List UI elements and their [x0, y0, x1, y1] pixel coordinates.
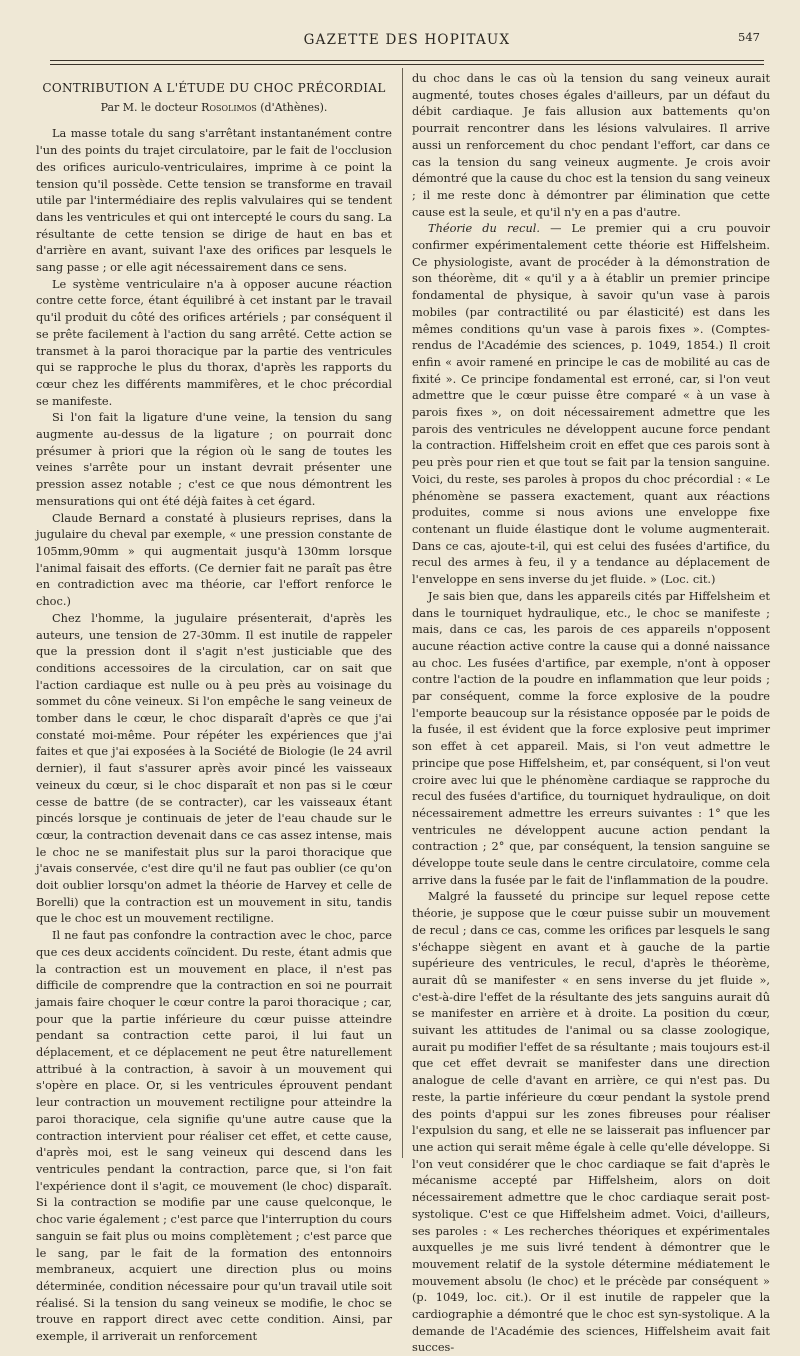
page-header [50, 30, 764, 54]
paragraph: Il ne faut pas confondre la contraction avec le choc, parce que ces deux accidents coïncident. Du reste, étant admis que la contraction est un mouvement en place, il n'est pas difficile de comprendre que la contraction en soi ne pourrait jamais faire choquer le cœur contre la paroi thoracique ; car, pour que la partie inférieure du cœur puisse atteindre pendant sa contraction cette paroi, il lui faut un déplacement, et ce déplacement ne peut être naturellement attribué à la contraction, à savoir à un mouvement qui s'opère en place. Or, si les ventricules éprouvent pendant leur contraction un mouvement rectiligne pour atteindre la paroi thoracique, cela signifie qu'une autre cause que la contraction intervient pour réaliser cet effet, et cette cause, d'après moi, est le sang veineux qui descend dans les ventricules pendant la contraction, parce que, si l'on fait l'expérience dont il s'agit, ce mouvement (le choc) disparaît. Si la contraction se modifie par une cause quelconque, le choc varie également ; c'est parce que l'interruption du cours sanguin se fait plus ou moins complètement ; c'est parce que le sang, par le fait de la formation des entonnoirs membraneux, acquiert une direction plus ou moins déterminée, condition nécessaire pour qu'un travail utile soit réalisé. Si la tension du sang veineux se modifie, le choc se trouve en rapport direct avec cette condition. Ainsi, par exemple, il arriverait un renforcement [36, 928, 392, 1344]
paragraph: Je sais bien que, dans les appareils cités par Hiffelsheim et dans le tourniquet hydraulique, etc., le choc se manifeste ; mais, dans ce cas, les parois de ces appareils n'opposent aucune réaction active contre la cause qui a donné naissance au choc. Les fusées d'artifice, par exemple, n'ont à opposer contre l'action de la poudre en inflammation que leur poids ; par conséquent, comme la force explosive de la poudre l'emporte beaucoup sur la résistance opposée par le poids de la fusée, il est évident que la force explosive peut imprimer son effet à cet appareil. Mais, si l'on veut admettre le principe que pose Hiffelsheim, et, par conséquent, si l'on veut croire avec lui que le phénomène cardiaque se rapproche du recul des fusées d'artifice, du tourniquet hydraulique, on doit nécessairement admettre les erreurs suivantes : 1° que les ventricules ne développent aucune action pendant la contraction ; 2° que, par conséquent, la tension sanguine se développe toute seule dans le centre circulatoire, comme cela arrive dans la fusée par le fait de l'inflammation de la poudre. [412, 588, 770, 887]
author-name: Rosolimos [201, 100, 257, 114]
paragraph: Chez l'homme, la jugulaire présenterait, d'après les auteurs, une tension de 27-30mm. Il est inutile de rappeler que la pression dont il s'agit n'est justiciable que des conditions accessoires de la circulation, car on sait que l'action cardiaque est nulle ou à peu près au voisinage du sommet du cône veineux. Si l'on empêche le sang veineux de tomber dans le cœur, le choc disparaît d'après ce que j'ai constaté moi-même. Pour répéter les expériences que j'ai faites et que j'ai exposées à la Société de Biologie (le 24 avril dernier), il faut s'assurer après avoir pincé les vaisseaux veineux du cœur, si le choc disparaît et non pas si le cœur cesse de battre (de se contracter), car les vaisseaux étant pincés lorsque je continuais de jeter de l'eau chaude sur le cœur, la contraction devenait dans ce cas assez intense, mais le choc ne se manifestait plus sur la paroi thoracique que j'avais conservée, c'est dire qu'il ne faut pas oublier (ce qu'on doit oublier lorsqu'on admet la théorie de Harvey et celle de Borelli) que la contraction est un mouvement in situ, tandis que le choc est un mouvement rectiligne. [36, 610, 392, 926]
paragraph: Le système ventriculaire n'a à opposer aucune réaction contre cette force, étant équilibré à cet instant par le travail qu'il produit du côté des orifices artériels ; par conséquent il se prête facilement à l'action du sang arrêté. Cette action se transmet à la paroi thoracique par la partie des ventricules qui se rapproche le plus du thorax, d'après les rapports du cœur chez les différents mammifères, et le choc précordial se manifeste. [36, 276, 392, 408]
paragraph: Claude Bernard a constaté à plusieurs reprises, dans la jugulaire du cheval par exemple, « une pression constante de 105mm,90mm » qui augmentait jusqu'à 130mm lorsque l'animal faisait des efforts. (Ce dernier fait ne paraît pas être en contradiction avec ma théorie, car l'effort renforce le choc.) [36, 510, 392, 609]
section-text: — Le premier qui a cru pouvoir confirmer expérimentalement cette théorie est Hiffelsheim. Ce physiologiste, avant de procéder à la démonstration de son théorème, dit « qu'il y a à établir un premier principe fondamental de physique, à savoir qu'un vase à parois mobiles (par contractilité ou par élasticité) est dans les mêmes conditions qu'un vase à parois fixes ». (Comptes-rendus de l'Académie des sciences, p. 1049, 1854.) Il croit enfin « avoir ramené en principe le cas de mobilité au cas de fixité ». Ce principe fondamental est erroné, car, si l'on veut admettre que le cœur puisse être comparé « à un vase à parois fixes », on doit nécessairement admettre que les parois des ventricules ne développent aucune force pendant la contraction. Hiffelsheim croit en effet que ces parois sont à peu près pour rien et que tout se fait par la tension sanguine. Voici, du reste, ses paroles à propos du choc précordial : « Le phénomène se passera exactement, quant aux réactions produites, comme si nous avions une enveloppe fixe contenant un fluide élastique dont le volume augmenterait. Dans ce cas, ajoute-t-il, qui est celui des fusées d'artifice, du recul des armes à feu, il y a tendance au déplacement de l'enveloppe en sens inverse du jet fluide. » (Loc. cit.) [412, 221, 770, 587]
author-suffix: (d'Athènes). [256, 100, 328, 114]
page-number: 547 [738, 30, 760, 44]
paragraph-continued: du choc dans le cas où la tension du sang veineux aurait augmenté, toutes choses égales d'ailleurs, par un défaut du débit cardiaque. Je fais allusion aux battements qu'on pourrait rencontrer dans les lésions valvulaires. Il arrive aussi un renforcement du choc pendant l'effort, car dans ce cas la tension du sang veineux augmente. Je crois avoir démontré que la cause du choc est la tension du sang veineux ; il me reste donc à démontrer par élimination que cette cause est la seule, et qu'il n'y en a pas d'autre. [412, 71, 770, 219]
left-column [36, 74, 392, 1344]
paragraph: Malgré la fausseté du principe sur lequel repose cette théorie, je suppose que le cœur puisse subir un mouvement de recul ; dans ce cas, comme les orifices par lesquels le sang s'échappe siègent en avant et à gauche de la partie supérieure des ventricules, le recul, d'après le théorème, aurait dû se manifester « en sens inverse du jet fluide », c'est-à-dire l'effet de la résultante des jets sanguins aurait dû se manifester en arrière et à droite. La position du cœur, suivant les attitudes de l'animal ou sa classe zoologique, aurait pu modifier l'effet de sa résultante ; mais toujours est-il que cet effet devrait se manifester dans une direction analogue de celle d'avant en arrière, ce qui n'est pas. Du reste, la partie inférieure du cœur pendant la systole prend des points d'appui sur les zones fibreuses pour réaliser l'expulsion du sang, et elle ne se laisserait pas influencer par une action qui serait même égale à celle qu'elle développe. Si l'on veut considérer que le choc cardiaque se fait d'après le mécanisme accepté par Hiffelsheim, alors on doit nécessairement admettre que le choc cardiaque serait post-systolique. C'est ce que Hiffelsheim admet. Voici, d'ailleurs, ses paroles : « Les recherches théoriques et expérimentales auxquelles je me suis livré tendent à démontrer que le mouvement relatif de la systole détermine médiatement le mouvement absolu (le choc) et le précède par conséquent » (p. 1049, loc. cit.). Or il est inutile de rappeler que la cardiographie a démontré que le choc est syn-systolique. A la demande de l'Académie des sciences, Hiffelsheim avait fait succes- [412, 889, 770, 1355]
header-rule-thick [50, 60, 764, 61]
column-separator [402, 68, 403, 1158]
article-author [36, 100, 392, 117]
paragraph: La masse totale du sang s'arrêtant instantanément contre l'un des points du trajet circulatoire, par le fait de l'occlusion des orifices auriculo-ventriculaires, imprime à ce point la tension qu'il possède. Cette tension se transforme en travail utile par l'intermédiaire des replis valvulaires qui se tendent dans les ventricules et qui ont intercepté le cours du sang. La résultante de cette tension se dirige de haut en bas et d'arrière en avant, suivant l'axe des orifices par lesquels le sang passe ; or elle agit nécessairement dans ce sens. [36, 126, 392, 275]
paragraph: Si l'on fait la ligature d'une veine, la tension du sang augmente au-dessus de la ligature ; on pourrait donc présumer à priori que la région où le sang de toutes les veines s'arrête pour un instant devrait présenter une pression assez notable ; c'est ce que nous démontrent les mensurations qui ont été déjà faites à cet égard. [36, 410, 392, 508]
article-title: CONTRIBUTION A L'ÉTUDE DU CHOC PRÉCORDIAL [42, 81, 386, 95]
section-paragraph [412, 220, 770, 587]
right-column [412, 70, 770, 1355]
section-title: Théorie du recul. [428, 221, 540, 236]
header-rule-thin [50, 64, 764, 65]
author-prefix: Par M. le docteur [100, 100, 202, 114]
journal-title: GAZETTE DES HOPITAUX [303, 32, 511, 48]
